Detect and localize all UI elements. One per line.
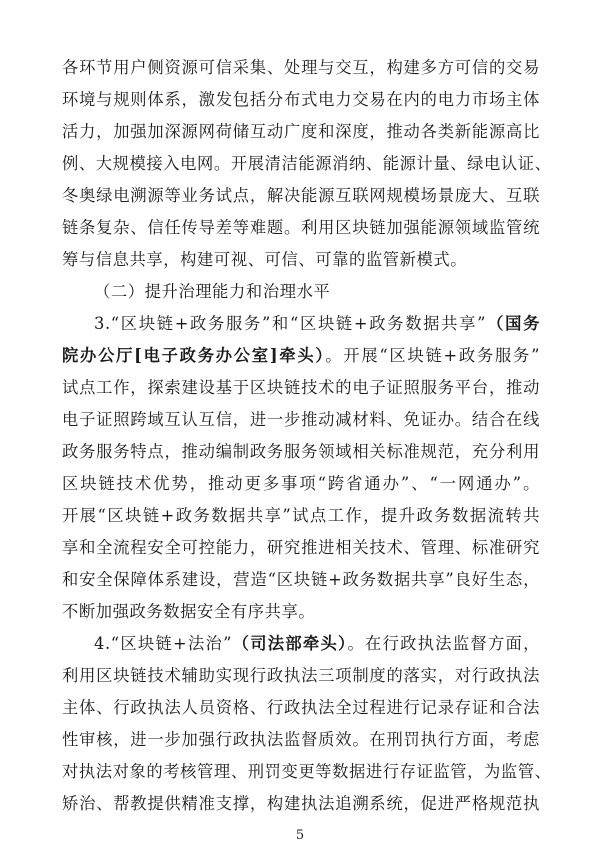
paragraph-line: 各环节用户侧资源可信采集、处理与交互，构建多方可信的交易	[62, 58, 540, 77]
paragraph-line: 性审核，进一步加强行政执法监督质效。在刑罚执行方面，考虑	[62, 730, 540, 749]
paragraph-line: 利用区块链技术辅助实现行政执法三项制度的落实，对行政执法	[62, 666, 540, 685]
paragraph-line: 和安全保障体系建设，营造“区块链+政务数据共享”良好生态，	[62, 570, 540, 589]
item-3-lead-department: （国务	[486, 314, 540, 333]
item-3-text: 。开展“区块链+政务服务”	[325, 346, 540, 365]
item-3-second-line	[62, 344, 540, 368]
page-number: 5	[295, 828, 305, 843]
item-3-first-line	[94, 312, 540, 336]
item-4-title: 4.“区块链+法治”	[94, 634, 232, 653]
item-3-title: 3.“区块链+政务服务”和“区块链+政务数据共享”	[94, 314, 487, 333]
section-heading: （二）提升治理能力和治理水平	[94, 282, 331, 301]
paragraph-line: 不断加强政务数据安全有序共享。	[62, 602, 316, 621]
paragraph-line: 链条复杂、信任传导差等难题。利用区块链加强能源领域监管统	[62, 218, 540, 237]
paragraph-line: 政务服务特点，推动编制政务服务领域相关标准规范，充分利用	[62, 442, 540, 461]
paragraph-line: 电子证照跨域互认互信，进一步推动减材料、免证办。结合在线	[62, 410, 540, 429]
paragraph-line: 对执法对象的考核管理、刑罚变更等数据进行存证监管，为监管、	[62, 762, 552, 781]
paragraph-line: 筹与信息共享，构建可视、可信、可靠的监管新模式。	[62, 250, 468, 269]
paragraph-line: 冬奥绿电溯源等业务试点，解决能源互联网规模场景庞大、互联	[62, 186, 540, 205]
paragraph-line: 开展“区块链+政务数据共享”试点工作，提升政务数据流转共	[62, 506, 540, 525]
paragraph-line: 主体、行政执法人员资格、行政执法全过程进行记录存证和合法	[62, 698, 540, 717]
paragraph-line: 享和全流程安全可控能力，研究推进相关技术、管理、标准研究	[62, 538, 540, 557]
paragraph-line: 例、大规模接入电网。开展清洁能源消纳、能源计量、绿电认证、	[62, 154, 552, 173]
paragraph-line: 矫治、帮教提供精准支撑，构建执法追溯系统，促进严格规范执	[62, 794, 540, 813]
paragraph-line: 区块链技术优势，推动更多事项“跨省通办”、“一网通办”。	[62, 474, 540, 493]
paragraph-line: 环境与规则体系，激发包括分布式电力交易在内的电力市场主体	[62, 90, 540, 109]
paragraph-line: 试点工作，探索建设基于区块链技术的电子证照服务平台，推动	[62, 378, 540, 397]
item-4-lead-department: （司法部牵头）	[232, 634, 348, 653]
item-4-first-line	[94, 632, 540, 656]
item-4-text: 。在行政执法监督方面，	[347, 634, 540, 653]
item-3-lead-department-cont: 院办公厅[电子政务办公室]牵头）	[62, 346, 326, 365]
paragraph-line: 活力，加强加深源网荷储互动广度和深度，推动各类新能源高比	[62, 122, 540, 141]
